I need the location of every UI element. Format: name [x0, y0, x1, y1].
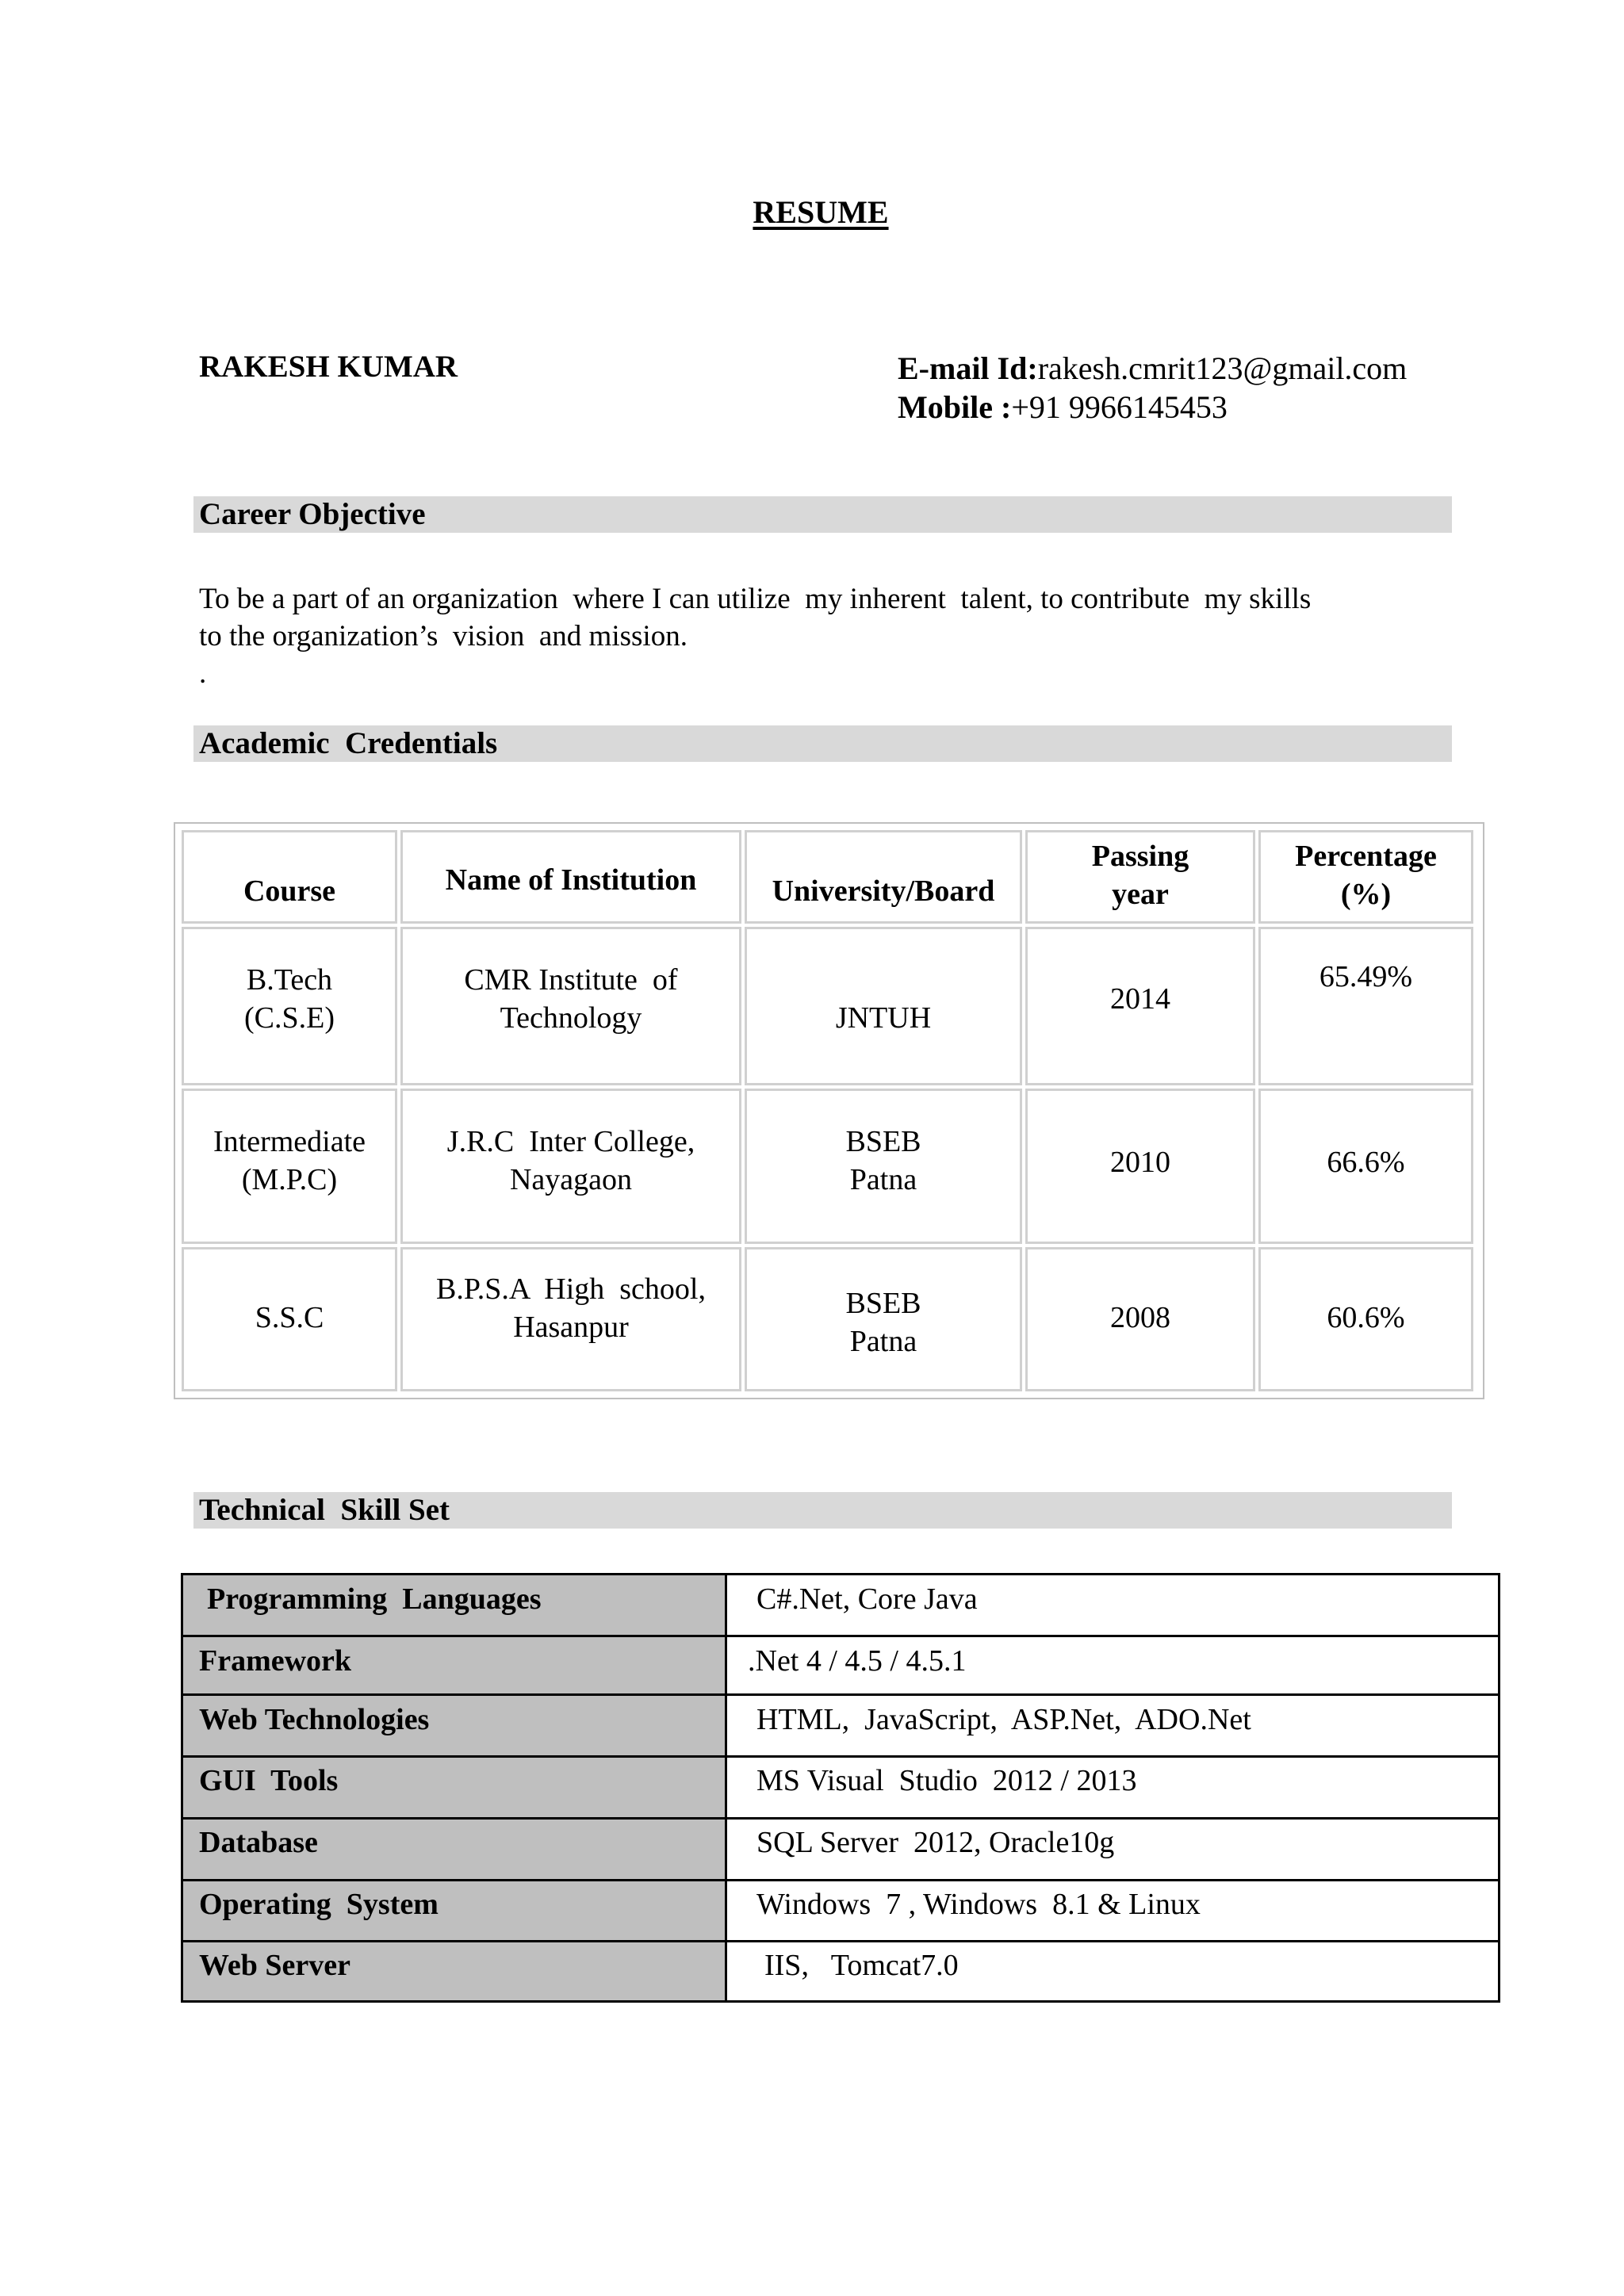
skills-row-divider [183, 1693, 1498, 1696]
row1-year: 2014 [1110, 982, 1170, 1016]
skill-value-operating-system: Windows 7 , Windows 8.1 & Linux [756, 1888, 1201, 1921]
header-course: Course [243, 874, 336, 908]
row2-course-line2: (M.P.C) [241, 1163, 338, 1196]
header-institution: Name of Institution [445, 863, 697, 897]
row3-course-line1: S.S.C [255, 1301, 324, 1334]
table-row-1-institution [400, 927, 741, 1085]
skill-key-web-technologies: Web Technologies [199, 1703, 430, 1736]
mobile-label: Mobile : [898, 389, 1012, 425]
career-objective-heading-bar [193, 496, 1452, 533]
row2-course-line1: Intermediate [213, 1125, 366, 1158]
row3-board-line1: BSEB [845, 1287, 921, 1320]
header-cell-course [182, 830, 397, 924]
row2-inst-line1: J.R.C Inter College, [446, 1125, 695, 1158]
header-cell-institution [400, 830, 741, 924]
skill-key-gui-tools: GUI Tools [199, 1764, 339, 1797]
career-objective-heading: Career Objective [199, 497, 426, 531]
row3-year: 2008 [1110, 1301, 1170, 1334]
table-row-3-percentage [1258, 1247, 1473, 1391]
academic-table [174, 822, 1484, 1399]
row1-inst-line1: CMR Institute of [464, 963, 678, 997]
objective-line-1: To be a part of an organization where I can utilize my inherent talent, to contribute my skills [199, 583, 1312, 615]
skill-value-programming: C#.Net, Core Java [756, 1582, 978, 1616]
table-row-1-percentage [1258, 927, 1473, 1085]
skills-row-divider [183, 1940, 1498, 1942]
header-year-line2: year [1112, 878, 1169, 911]
table-row-3-board [745, 1247, 1022, 1391]
row2-year: 2010 [1110, 1146, 1170, 1179]
table-row-2-percentage [1258, 1089, 1473, 1244]
table-row-1-course [182, 927, 397, 1085]
table-row-1-year [1025, 927, 1255, 1085]
header-cell-percentage [1258, 830, 1473, 924]
skills-heading-bar [193, 1492, 1452, 1529]
row2-board-line2: Patna [849, 1163, 917, 1196]
skill-key-framework: Framework [199, 1644, 352, 1678]
table-row-2-institution [400, 1089, 741, 1244]
header-year-line1: Passing [1091, 840, 1189, 873]
skills-table [181, 1573, 1500, 2003]
academic-heading-bar [193, 725, 1452, 762]
row2-pct: 66.6% [1327, 1146, 1405, 1179]
row3-inst-line1: B.P.S.A High school, [436, 1272, 706, 1306]
mobile-row [898, 388, 1407, 427]
table-row-2-year [1025, 1089, 1255, 1244]
row1-course-line1: B.Tech [246, 963, 333, 997]
header-board: University/Board [772, 874, 995, 908]
row2-board-line1: BSEB [845, 1125, 921, 1158]
skills-row-divider [183, 1817, 1498, 1820]
skills-heading: Technical Skill Set [199, 1493, 450, 1527]
skill-key-operating-system: Operating System [199, 1888, 439, 1921]
table-row-3-year [1025, 1247, 1255, 1391]
header-cell-board [745, 830, 1022, 924]
header-cell-year [1025, 830, 1255, 924]
header-pct-line1: Percentage [1295, 840, 1437, 873]
skill-value-web-server: IIS, Tomcat7.0 [764, 1949, 959, 1982]
skills-row-divider [183, 1755, 1498, 1758]
email-row [898, 349, 1407, 388]
skill-value-web-technologies: HTML, JavaScript, ASP.Net, ADO.Net [756, 1703, 1251, 1736]
objective-text [199, 580, 1500, 692]
row1-course-line2: (C.S.E) [244, 1001, 335, 1035]
skill-key-database: Database [199, 1826, 318, 1859]
header-pct-line2: (%) [1340, 878, 1392, 911]
email-value: rakesh.cmrit123@gmail.com [1037, 350, 1408, 386]
table-row-2-board [745, 1089, 1022, 1244]
academic-heading: Academic Credentials [199, 726, 498, 760]
skills-row-divider [183, 1635, 1498, 1637]
skills-row-divider [183, 1879, 1498, 1881]
skill-value-framework: .Net 4 / 4.5 / 4.5.1 [748, 1644, 967, 1678]
table-row-3-institution [400, 1247, 741, 1391]
row1-inst-line2: Technology [500, 1001, 642, 1035]
skill-key-programming: Programming Languages [207, 1582, 542, 1616]
table-row-3-course [182, 1247, 397, 1391]
skill-value-gui-tools: MS Visual Studio 2012 / 2013 [756, 1764, 1137, 1797]
objective-line-2: to the organization’s vision and mission. [199, 620, 688, 652]
objective-line-3: . [199, 657, 207, 690]
row1-board-line1: JNTUH [835, 1001, 932, 1035]
row3-inst-line2: Hasanpur [513, 1311, 629, 1344]
skill-key-web-server: Web Server [199, 1949, 351, 1982]
row3-pct: 60.6% [1327, 1301, 1405, 1334]
row1-pct: 65.49% [1319, 960, 1413, 993]
email-label: E-mail Id: [898, 350, 1038, 386]
mobile-value: +91 9966145453 [1011, 389, 1228, 425]
resume-title: RESUME [753, 194, 889, 230]
table-row-2-course [182, 1089, 397, 1244]
skill-value-database: SQL Server 2012, Oracle10g [756, 1826, 1115, 1859]
table-row-1-board [745, 927, 1022, 1085]
row2-inst-line2: Nayagaon [509, 1163, 633, 1196]
contact-block [898, 349, 1407, 427]
candidate-name: RAKESH KUMAR [199, 350, 458, 384]
row3-board-line2: Patna [849, 1325, 917, 1358]
